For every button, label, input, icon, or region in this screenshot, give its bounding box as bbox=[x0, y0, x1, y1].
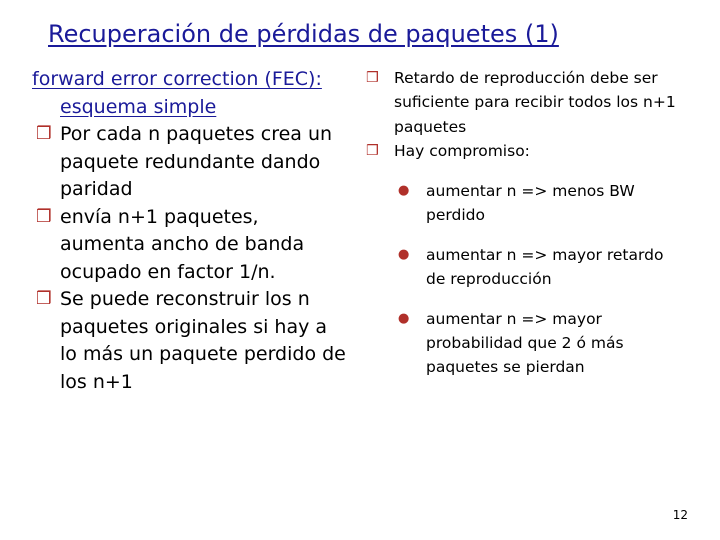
right-bullet-1-text: Retardo de reproducción debe ser suficiente para recibir todos los n+1 paquetes bbox=[394, 69, 676, 136]
fec-definition bbox=[32, 66, 348, 121]
square-bullet-icon: ❒ bbox=[36, 206, 52, 227]
right-sub-bullet-1 bbox=[362, 179, 682, 228]
right-sub-bullet-1-text: aumentar n => menos BW perdido bbox=[426, 181, 635, 224]
slide-title: Recuperación de pérdidas de paquetes (1) bbox=[48, 20, 559, 48]
right-sub-bullet-3-text: aumentar n => mayor probabilidad que 2 ó más paquetes se pierdan bbox=[426, 309, 624, 377]
square-bullet-icon: ❒ bbox=[36, 124, 52, 144]
square-bullet-icon: ❒ bbox=[366, 142, 379, 159]
square-bullet-icon: ❒ bbox=[36, 289, 52, 309]
fec-definition-text: forward error correction (FEC): esquema simple bbox=[32, 68, 322, 118]
left-column bbox=[32, 66, 348, 396]
round-bullet-icon: ● bbox=[398, 246, 410, 262]
left-bullet-3-text: Se puede reconstruir los n paquetes originales si hay a lo más un paquete perdido de los n+1 bbox=[60, 288, 346, 393]
page-number: 12 bbox=[672, 508, 688, 522]
right-sub-bullet-3 bbox=[362, 307, 682, 380]
left-bullet-2-text: envía n+1 paquetes, aumenta ancho de banda ocupado en factor 1/n. bbox=[60, 205, 305, 283]
right-bullet-1 bbox=[362, 66, 682, 139]
left-bullet-1-text: Por cada n paquetes crea un paquete redundante dando paridad bbox=[60, 123, 333, 200]
right-column bbox=[362, 66, 682, 395]
left-bullet-1 bbox=[32, 121, 348, 204]
round-bullet-icon: ● bbox=[398, 182, 410, 198]
left-bullet-3 bbox=[32, 286, 348, 396]
right-bullet-2-text: Hay compromiso: bbox=[394, 141, 530, 160]
left-bullet-2 bbox=[32, 204, 348, 287]
right-sub-bullet-2-text: aumentar n => mayor retardo de reproducción bbox=[426, 245, 664, 289]
square-bullet-icon: ❒ bbox=[366, 70, 379, 86]
round-bullet-icon: ● bbox=[398, 310, 410, 326]
right-sub-bullet-2 bbox=[362, 243, 682, 292]
right-bullet-2 bbox=[362, 139, 682, 163]
